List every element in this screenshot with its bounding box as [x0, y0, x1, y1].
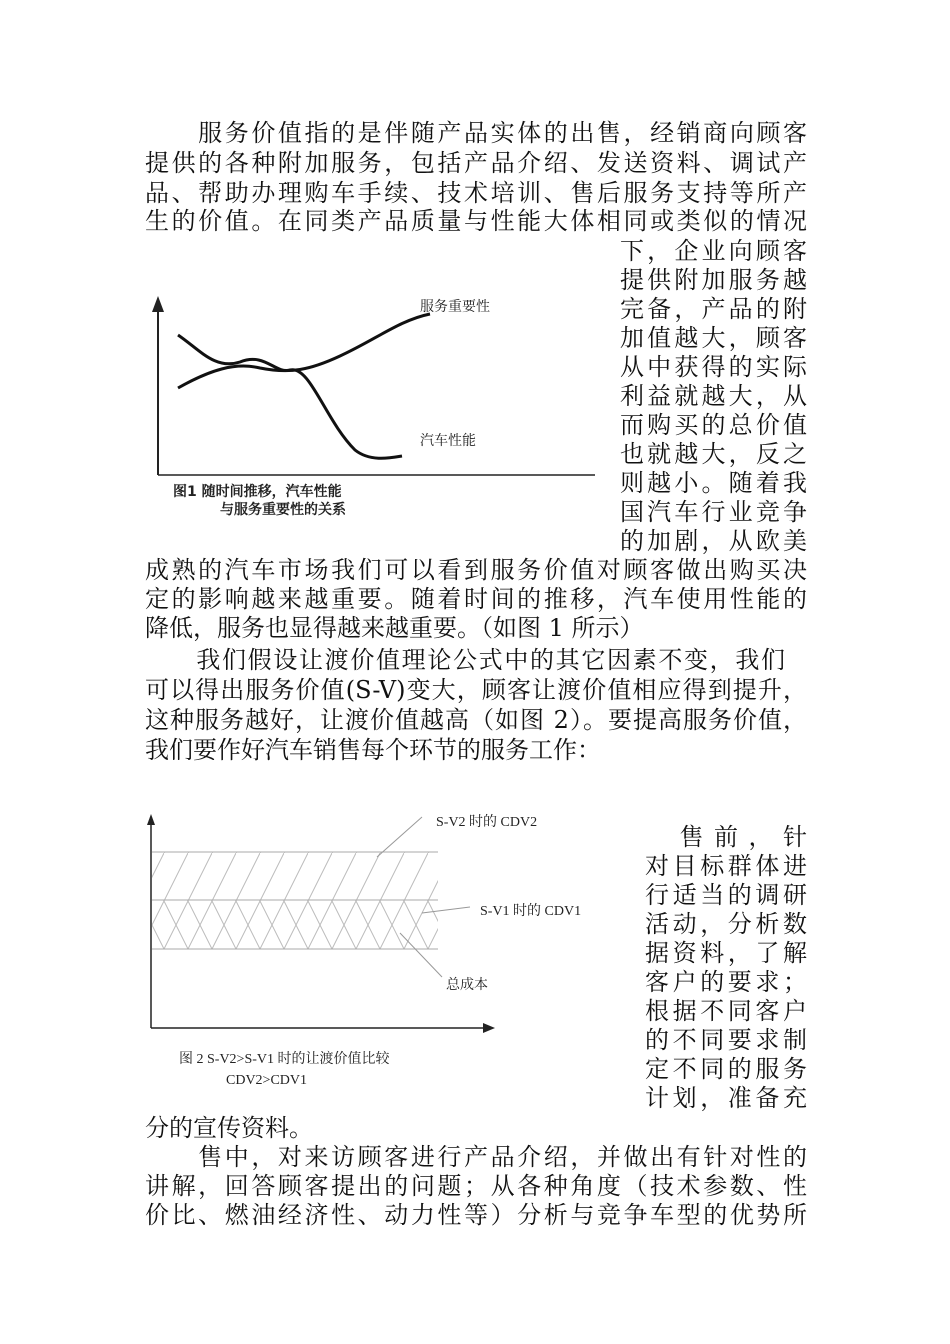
text-line: 下，企业向顾客 — [620, 237, 807, 265]
text-line: 则越小。随着我 — [620, 469, 807, 497]
text-line: 定不同的服务 — [645, 1055, 807, 1083]
text-line: 活动，分析数 — [645, 910, 807, 938]
band-cdv2 — [152, 852, 438, 900]
label-car-performance: 汽车性能 — [420, 433, 476, 449]
text-line: 分的宣传资料。 — [145, 1114, 313, 1142]
figure-1-diagram — [140, 290, 610, 525]
text-line: 利益就越大，从 — [620, 382, 807, 410]
text-line: 提供附加服务越 — [620, 266, 807, 294]
text-line: 生的价值。在同类产品质量与性能大体相同或类似的情况 — [145, 207, 807, 235]
text-line: 计划，准备充 — [645, 1084, 807, 1112]
text-line: 售中，对来访顾客进行产品介绍，并做出有针对性的 — [145, 1143, 807, 1171]
text-line: 而购买的总价值 — [620, 411, 807, 439]
text-line: 客户的要求； — [645, 968, 807, 996]
figure-1-caption-line2: 与服务重要性的关系 — [220, 502, 346, 518]
y-axis-arrow — [147, 814, 155, 825]
text-line: 成熟的汽车市场我们可以看到服务价值对顾客做出购买决 — [145, 556, 807, 584]
text-line: 完备，产品的附 — [620, 295, 807, 323]
leader-cdv2 — [377, 817, 422, 857]
figure-2-diagram — [140, 805, 630, 1090]
figure-1-caption-line1: 图1 随时间推移，汽车性能 — [173, 484, 342, 500]
text-line: 服务价值指的是伴随产品实体的出售，经销商向顾客 — [145, 119, 807, 147]
text-line: 加值越大，顾客 — [620, 324, 807, 352]
label-cdv2: S-V2 时的 CDV2 — [436, 815, 538, 830]
text-line: 根据不同客户 — [645, 997, 807, 1025]
label-total-cost: 总成本 — [446, 978, 488, 993]
text-line: 从中获得的实际 — [620, 353, 807, 381]
text-line: 定的影响越来越重要。随着时间的推移，汽车使用性能的 — [145, 585, 807, 613]
text-line: 降低，服务也显得越来越重要。（如图 1 所示） — [145, 614, 644, 642]
text-line: 讲解，回答顾客提出的问题；从各种角度（技术参数、性 — [145, 1172, 807, 1200]
text-line: 也就越大，反之 — [620, 440, 807, 468]
label-cdv1: S-V1 时的 CDV1 — [480, 904, 582, 919]
text-line: 的不同要求制 — [645, 1026, 807, 1054]
y-axis-arrow — [152, 296, 164, 312]
label-service-importance: 服务重要性 — [420, 299, 490, 315]
figure-2-caption-line1: 图 2 S-V2>S-V1 时的让渡价值比较 — [179, 1052, 390, 1067]
text-line: 价比、燃油经济性、动力性等）分析与竞争车型的优势所 — [145, 1201, 807, 1229]
text-line: 售前，针 — [645, 823, 807, 851]
car-performance-curve — [178, 335, 402, 458]
band-cdv1-cross — [152, 900, 438, 949]
text-line: 我们要作好汽车销售每个环节的服务工作： — [145, 736, 601, 764]
text-line: 据资料，了解 — [645, 939, 807, 967]
text-line: 可以得出服务价值(S-V)变大，顾客让渡价值相应得到提升， — [145, 676, 807, 704]
text-line: 国汽车行业竞争 — [620, 498, 807, 526]
text-line: 这种服务越好，让渡价值越高（如图 2）。要提高服务价值， — [145, 706, 807, 734]
text-line: 行适当的调研 — [645, 881, 807, 909]
text-line: 品、帮助办理购车手续、技术培训、售后服务支持等所产 — [145, 179, 807, 207]
figure-2-caption-line2: CDV2>CDV1 — [226, 1073, 308, 1088]
text-line: 提供的各种附加服务，包括产品介绍、发送资料、调试产 — [145, 149, 807, 177]
text-line: 对目标群体进 — [645, 852, 807, 880]
x-axis-arrow — [483, 1023, 495, 1033]
text-line: 的加剧，从欧美 — [620, 527, 807, 555]
text-line: 我们假设让渡价值理论公式中的其它因素不变，我们 — [145, 646, 785, 674]
